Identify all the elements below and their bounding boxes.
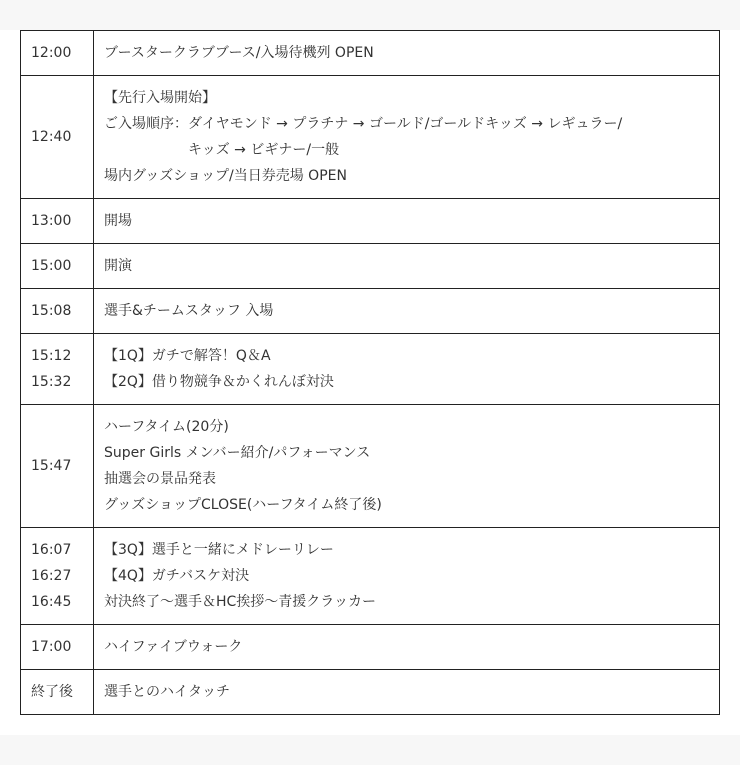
- time-label: 12:00: [31, 45, 72, 61]
- content-cell: [94, 244, 720, 289]
- table-row: [21, 334, 720, 405]
- time-label: 15:12: [31, 348, 72, 364]
- table-row: [21, 405, 720, 528]
- time-cell: [21, 289, 94, 334]
- table-row: [21, 31, 720, 76]
- event-text: 選手とのハイタッチ: [104, 684, 230, 700]
- content-cell: [94, 625, 720, 670]
- schedule-sheet: [0, 30, 740, 735]
- event-text: キッズ → ビギナー/一般: [188, 142, 340, 158]
- content-cell: [94, 405, 720, 528]
- time-cell: [21, 625, 94, 670]
- event-text: 対決終了〜選手＆HC挨拶〜青援クラッカー: [104, 594, 377, 610]
- time-cell: [21, 244, 94, 289]
- time-label: 15:00: [31, 258, 72, 274]
- content-cell: [94, 31, 720, 76]
- table-row: [21, 76, 720, 199]
- time-label: 13:00: [31, 213, 72, 229]
- time-label: 17:00: [31, 639, 72, 655]
- table-row: [21, 199, 720, 244]
- content-cell: [94, 76, 720, 199]
- time-cell: [21, 334, 94, 405]
- event-text: Super Girls メンバー紹介/パフォーマンス: [104, 445, 371, 461]
- time-label: 16:07: [31, 542, 72, 558]
- event-schedule-table: [20, 30, 720, 715]
- event-text: 【先行入場開始】: [104, 90, 216, 106]
- time-cell: [21, 528, 94, 625]
- time-label: 終了後: [31, 684, 73, 700]
- event-text: 開場: [104, 213, 132, 229]
- content-cell: [94, 528, 720, 625]
- event-text: ご入場順序：ダイヤモンド → プラチナ → ゴールド/ゴールドキッズ → レギュラー/: [104, 116, 623, 132]
- event-text: グッズショップCLOSE(ハーフタイム終了後): [104, 497, 382, 513]
- table-row: [21, 670, 720, 715]
- content-cell: [94, 334, 720, 405]
- time-label: 15:32: [31, 374, 72, 390]
- content-cell: [94, 289, 720, 334]
- content-cell: [94, 199, 720, 244]
- event-text: 開演: [104, 258, 132, 274]
- content-cell: [94, 670, 720, 715]
- table-row: [21, 625, 720, 670]
- event-text: 【3Q】選手と一緒にメドレーリレー: [104, 542, 334, 558]
- table-row: [21, 289, 720, 334]
- event-text: 選手&チームスタッフ 入場: [104, 303, 274, 319]
- time-cell: [21, 670, 94, 715]
- time-label: 16:45: [31, 594, 72, 610]
- time-label: 15:08: [31, 303, 72, 319]
- event-text: 抽選会の景品発表: [104, 471, 216, 487]
- event-text: ブースタークラブブース/入場待機列 OPEN: [104, 45, 374, 61]
- time-label: 12:40: [31, 129, 72, 145]
- time-cell: [21, 76, 94, 199]
- event-text: 場内グッズショップ/当日券売場 OPEN: [104, 168, 347, 184]
- time-cell: [21, 199, 94, 244]
- event-text: 【2Q】借り物競争＆かくれんぼ対決: [104, 374, 334, 390]
- time-cell: [21, 31, 94, 76]
- table-row: [21, 244, 720, 289]
- time-cell: [21, 405, 94, 528]
- event-text: ハーフタイム(20分): [104, 419, 229, 435]
- time-label: 15:47: [31, 458, 72, 474]
- event-text: ハイファイブウォーク: [104, 639, 243, 655]
- event-text: 【4Q】ガチバスケ対決: [104, 568, 250, 584]
- table-row: [21, 528, 720, 625]
- time-label: 16:27: [31, 568, 72, 584]
- event-text: 【1Q】ガチで解答！Q＆A: [104, 348, 271, 364]
